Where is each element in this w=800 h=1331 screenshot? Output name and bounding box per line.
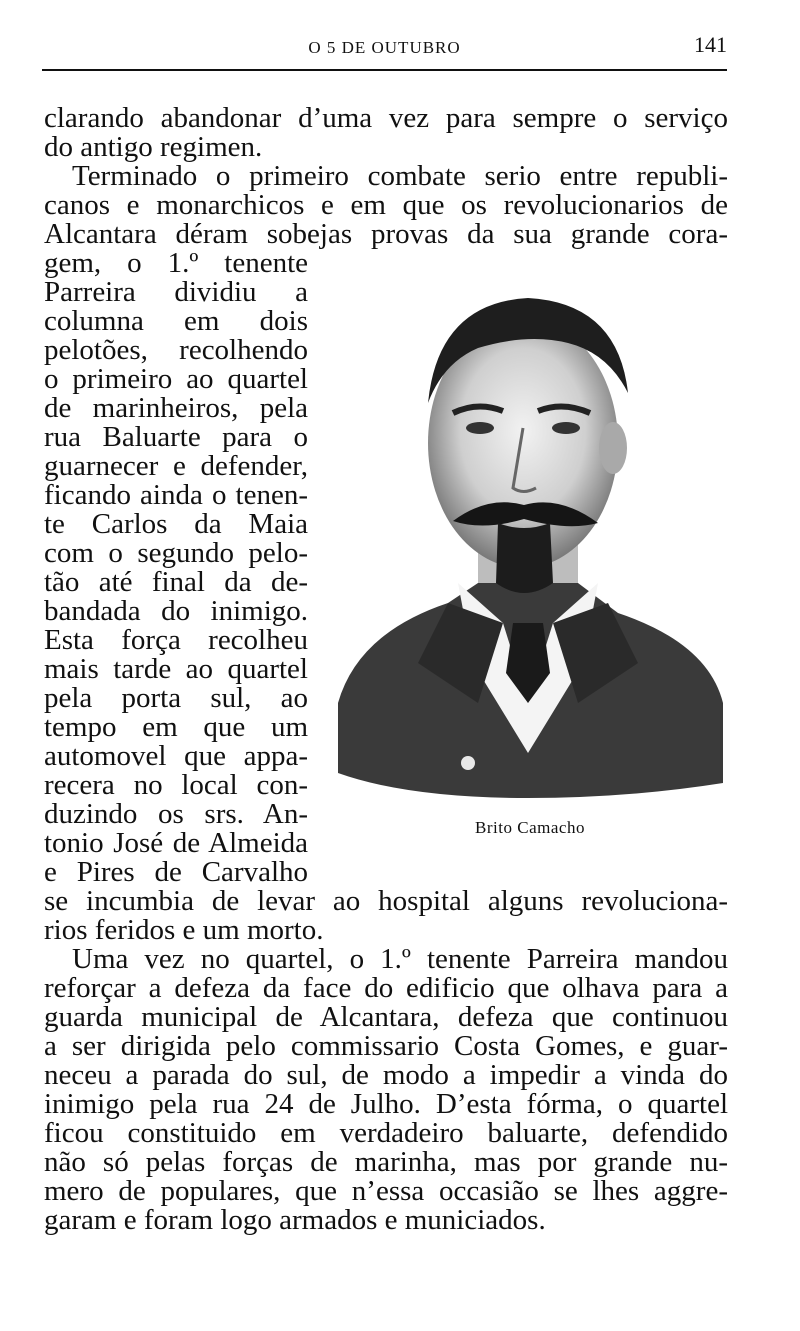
text-line: rios feridos e um morto. bbox=[44, 914, 324, 946]
text-line: automovel que appa- bbox=[44, 740, 308, 772]
text-line: com o segundo pelo- bbox=[44, 537, 308, 569]
text-line: recera no local con- bbox=[44, 769, 308, 801]
running-title: O 5 DE OUTUBRO bbox=[308, 38, 461, 57]
text-line: Uma vez no quartel, o 1.º tenente Parreira mandou bbox=[72, 943, 728, 975]
page-header bbox=[42, 30, 727, 62]
text-line: Alcantara déram sobejas provas da sua grande cora- bbox=[44, 218, 728, 250]
text-line: canos e monarchicos e em que os revolucionarios de bbox=[44, 189, 728, 221]
text-line: pelotões, recolhendo bbox=[44, 334, 308, 366]
page-number: 141 bbox=[694, 32, 727, 57]
text-line: o primeiro ao quartel bbox=[44, 363, 308, 395]
text-line: não só pelas forças de marinha, mas por grande nu- bbox=[44, 1146, 728, 1178]
text-line: se incumbia de levar ao hospital alguns revoluciona- bbox=[44, 885, 728, 917]
text-line: rua Baluarte para o bbox=[44, 421, 308, 453]
text-line: Terminado o primeiro combate serio entre republi- bbox=[72, 160, 728, 192]
text-line: duzindo os srs. An- bbox=[44, 798, 308, 830]
text-line: guarnecer e defender, bbox=[44, 450, 308, 482]
text-line: e Pires de Carvalho bbox=[44, 856, 308, 888]
text-line: bandada do inimigo. bbox=[44, 595, 308, 627]
text-line: gem, o 1.º tenente bbox=[44, 247, 308, 279]
text-line: columna em dois bbox=[44, 305, 308, 337]
portrait-figure bbox=[338, 298, 723, 798]
text-line: mais tarde ao quartel bbox=[44, 653, 308, 685]
text-line: pela porta sul, ao bbox=[44, 682, 308, 714]
text-line: garam e foram logo armados e municiados. bbox=[44, 1204, 546, 1236]
text-line: reforçar a defeza da face do edificio que olhava para a bbox=[44, 972, 728, 1004]
text-line: guarda municipal de Alcantara, defeza que continuou bbox=[44, 1001, 728, 1033]
text-line: inimigo pela rua 24 de Julho. D’esta fórma, o quartel bbox=[44, 1088, 728, 1120]
figure-caption: Brito Camacho bbox=[475, 818, 585, 837]
text-line: Parreira dividiu a bbox=[44, 276, 308, 308]
text-line: tonio José de Almeida bbox=[44, 827, 308, 859]
text-line: mero de populares, que n’essa occasião se lhes aggre- bbox=[44, 1175, 728, 1207]
text-line: a ser dirigida pelo commissario Costa Gomes, e guar- bbox=[44, 1030, 728, 1062]
text-line: te Carlos da Maia bbox=[44, 508, 308, 540]
text-line: do antigo regimen. bbox=[44, 131, 263, 163]
text-line: ficou constituido em verdadeiro baluarte, defendido bbox=[44, 1117, 728, 1149]
text-line: ficando ainda o tenen- bbox=[44, 479, 308, 511]
text-line: tempo em que um bbox=[44, 711, 308, 743]
text-line: neceu a parada do sul, de modo a impedir a vinda do bbox=[44, 1059, 728, 1091]
text-line: de marinheiros, pela bbox=[44, 392, 308, 424]
text-line: tão até final da de- bbox=[44, 566, 308, 598]
portrait-photo bbox=[328, 283, 728, 803]
text-line: clarando abandonar d’uma vez para sempre o serviço bbox=[44, 102, 728, 134]
text-line: Esta força recolheu bbox=[44, 624, 308, 656]
header-rule bbox=[42, 69, 727, 71]
